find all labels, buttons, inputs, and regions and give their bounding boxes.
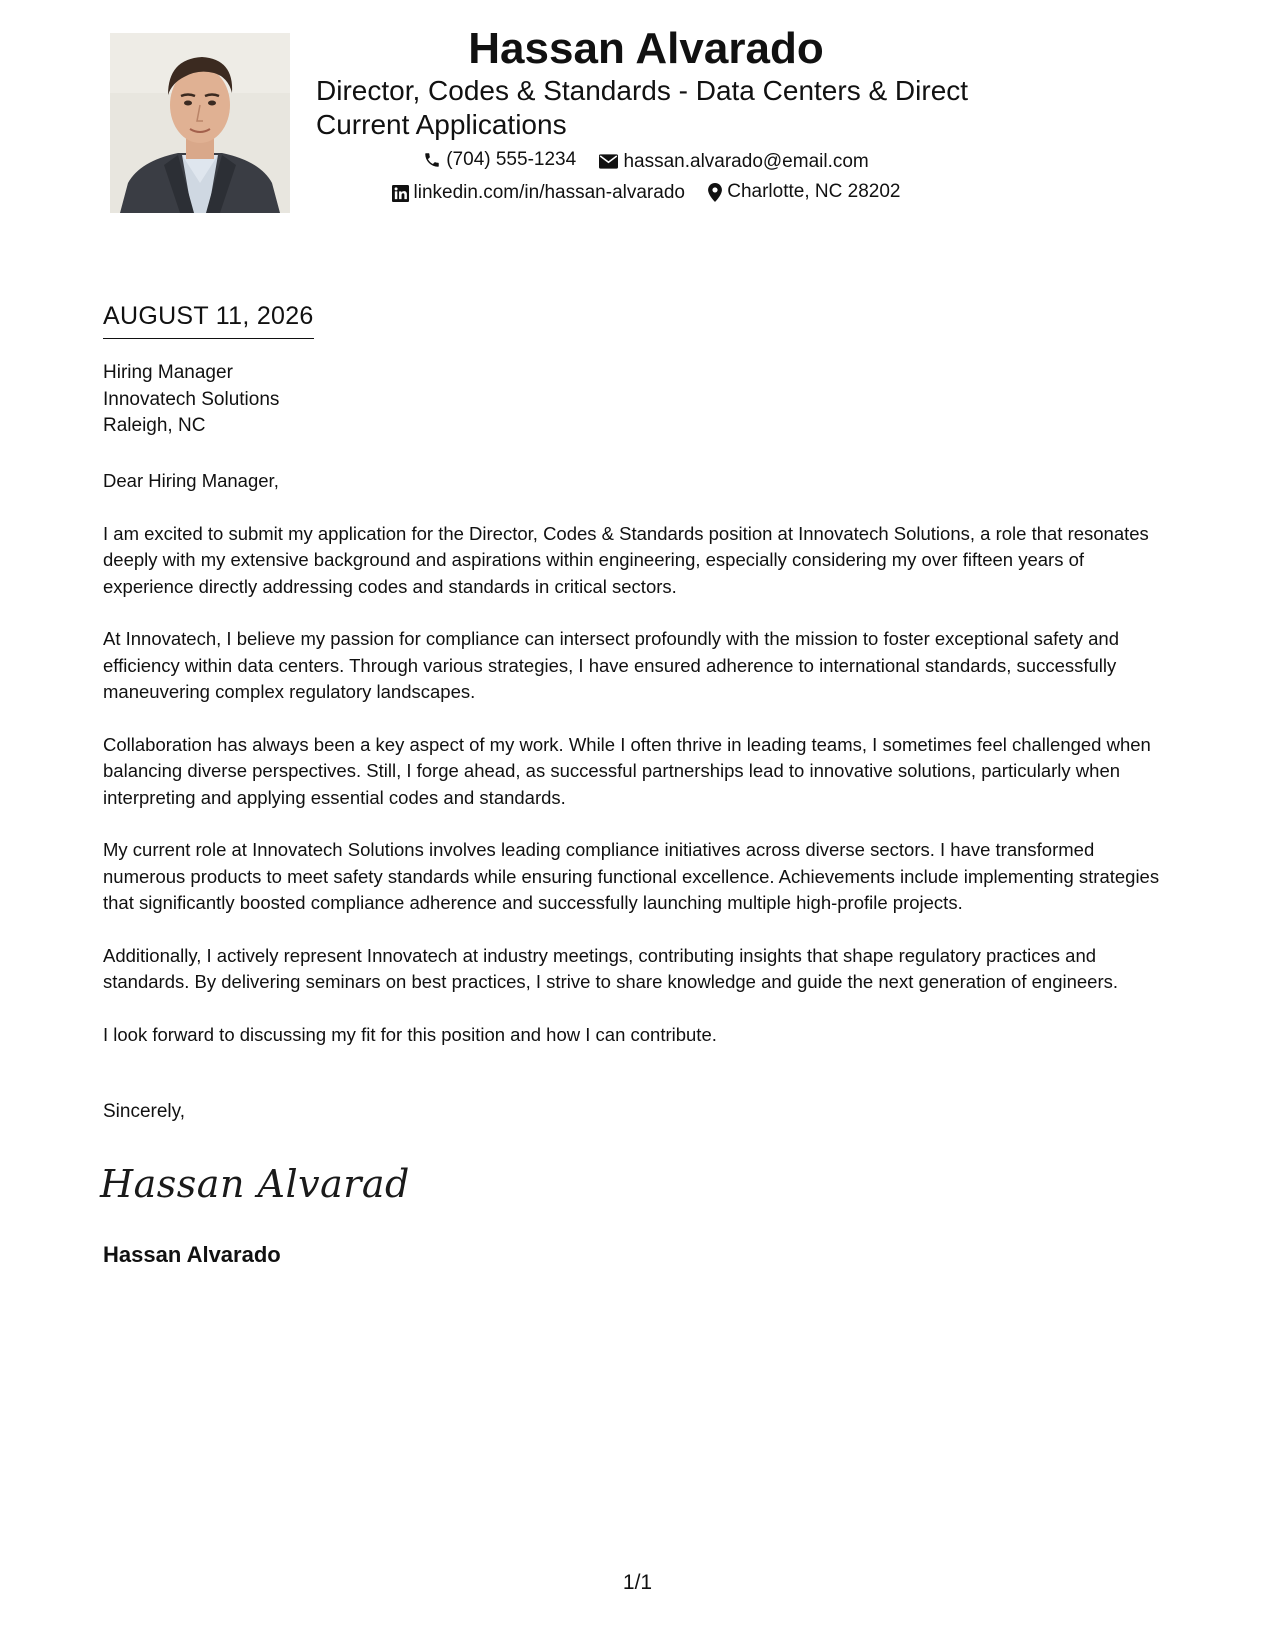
linkedin-contact[interactable] bbox=[392, 181, 685, 205]
contact-row-1 bbox=[316, 148, 976, 176]
envelope-icon bbox=[599, 154, 618, 169]
page-number: 1/1 bbox=[622, 1571, 653, 1594]
recipient-block bbox=[103, 360, 279, 440]
recipient-line-3: Raleigh, NC bbox=[103, 415, 206, 436]
applicant-name: Hassan Alvarado bbox=[468, 24, 824, 73]
letter-date: AUGUST 11, 2026 bbox=[103, 300, 314, 339]
email-contact[interactable] bbox=[599, 150, 868, 174]
linkedin-icon bbox=[392, 185, 409, 202]
recipient-line-2: Innovatech Solutions bbox=[103, 388, 280, 410]
email-text: hassan.alvarado@email.com bbox=[623, 150, 869, 172]
linkedin-text: linkedin.com/in/hassan-alvarado bbox=[413, 182, 685, 203]
signature: Hassan Alvarad bbox=[100, 1162, 410, 1206]
job-title-line-2: Current Applications bbox=[316, 109, 567, 140]
paragraph: At Innovatech, I believe my passion for compliance can intersect profoundly with the mission to foster exceptional safety and efficiency within data centers. Through various strategies, I have ensured adherence to international standards, successfully maneuvering complex regulatory landscapes. bbox=[103, 628, 1119, 702]
recipient-line-1: Hiring Manager bbox=[103, 362, 233, 383]
paragraph: My current role at Innovatech Solutions involves leading compliance initiatives across diverse sectors. I have transformed numerous products to meet safety standards while ensuring functional excellence. Achievements include implementing strategies that significantly boosted compliance adherence and successfully launching multiple high-profile projects. bbox=[103, 839, 1160, 913]
job-title bbox=[316, 74, 996, 142]
closing: Sincerely, bbox=[103, 1101, 186, 1122]
location-contact bbox=[708, 180, 900, 204]
paragraph: Collaboration has always been a key aspect of my work. While I often thrive in leading teams, I sometimes feel challenged when balancing diverse perspectives. Still, I forge ahead, as successful partnerships lead to innovative solutions, particularly when interpreting and applying essential codes and standards. bbox=[103, 733, 1151, 808]
phone-contact bbox=[423, 148, 576, 172]
profile-photo bbox=[110, 33, 290, 213]
contact-row-2 bbox=[316, 180, 976, 209]
paragraph: I am excited to submit my application for the Director, Codes & Standards position at Innovatech Solutions, a role that resonates deeply with my extensive background and aspirations within engineering, especially considering my over fifteen years of experience directly addressing codes and standards in critical sectors. bbox=[103, 522, 1149, 597]
letter-body bbox=[103, 468, 1175, 1074]
phone-icon bbox=[423, 151, 441, 169]
map-pin-icon bbox=[708, 183, 722, 202]
phone-text: (704) 555-1234 bbox=[446, 149, 577, 170]
salutation: Dear Hiring Manager, bbox=[103, 470, 279, 491]
job-title-line-1: Director, Codes & Standards - Data Centers & Direct bbox=[316, 75, 969, 106]
location-text: Charlotte, NC 28202 bbox=[727, 181, 901, 202]
paragraph: I look forward to discussing my fit for this position and how I can contribute. bbox=[103, 1023, 717, 1045]
paragraph: Additionally, I actively represent Innovatech at industry meetings, contributing insights that shape regulatory practices and standards. By delivering seminars on best practices, I strive to share knowledge and guide the next generation of engineers. bbox=[103, 944, 1119, 992]
signer-name: Hassan Alvarado bbox=[103, 1242, 281, 1267]
